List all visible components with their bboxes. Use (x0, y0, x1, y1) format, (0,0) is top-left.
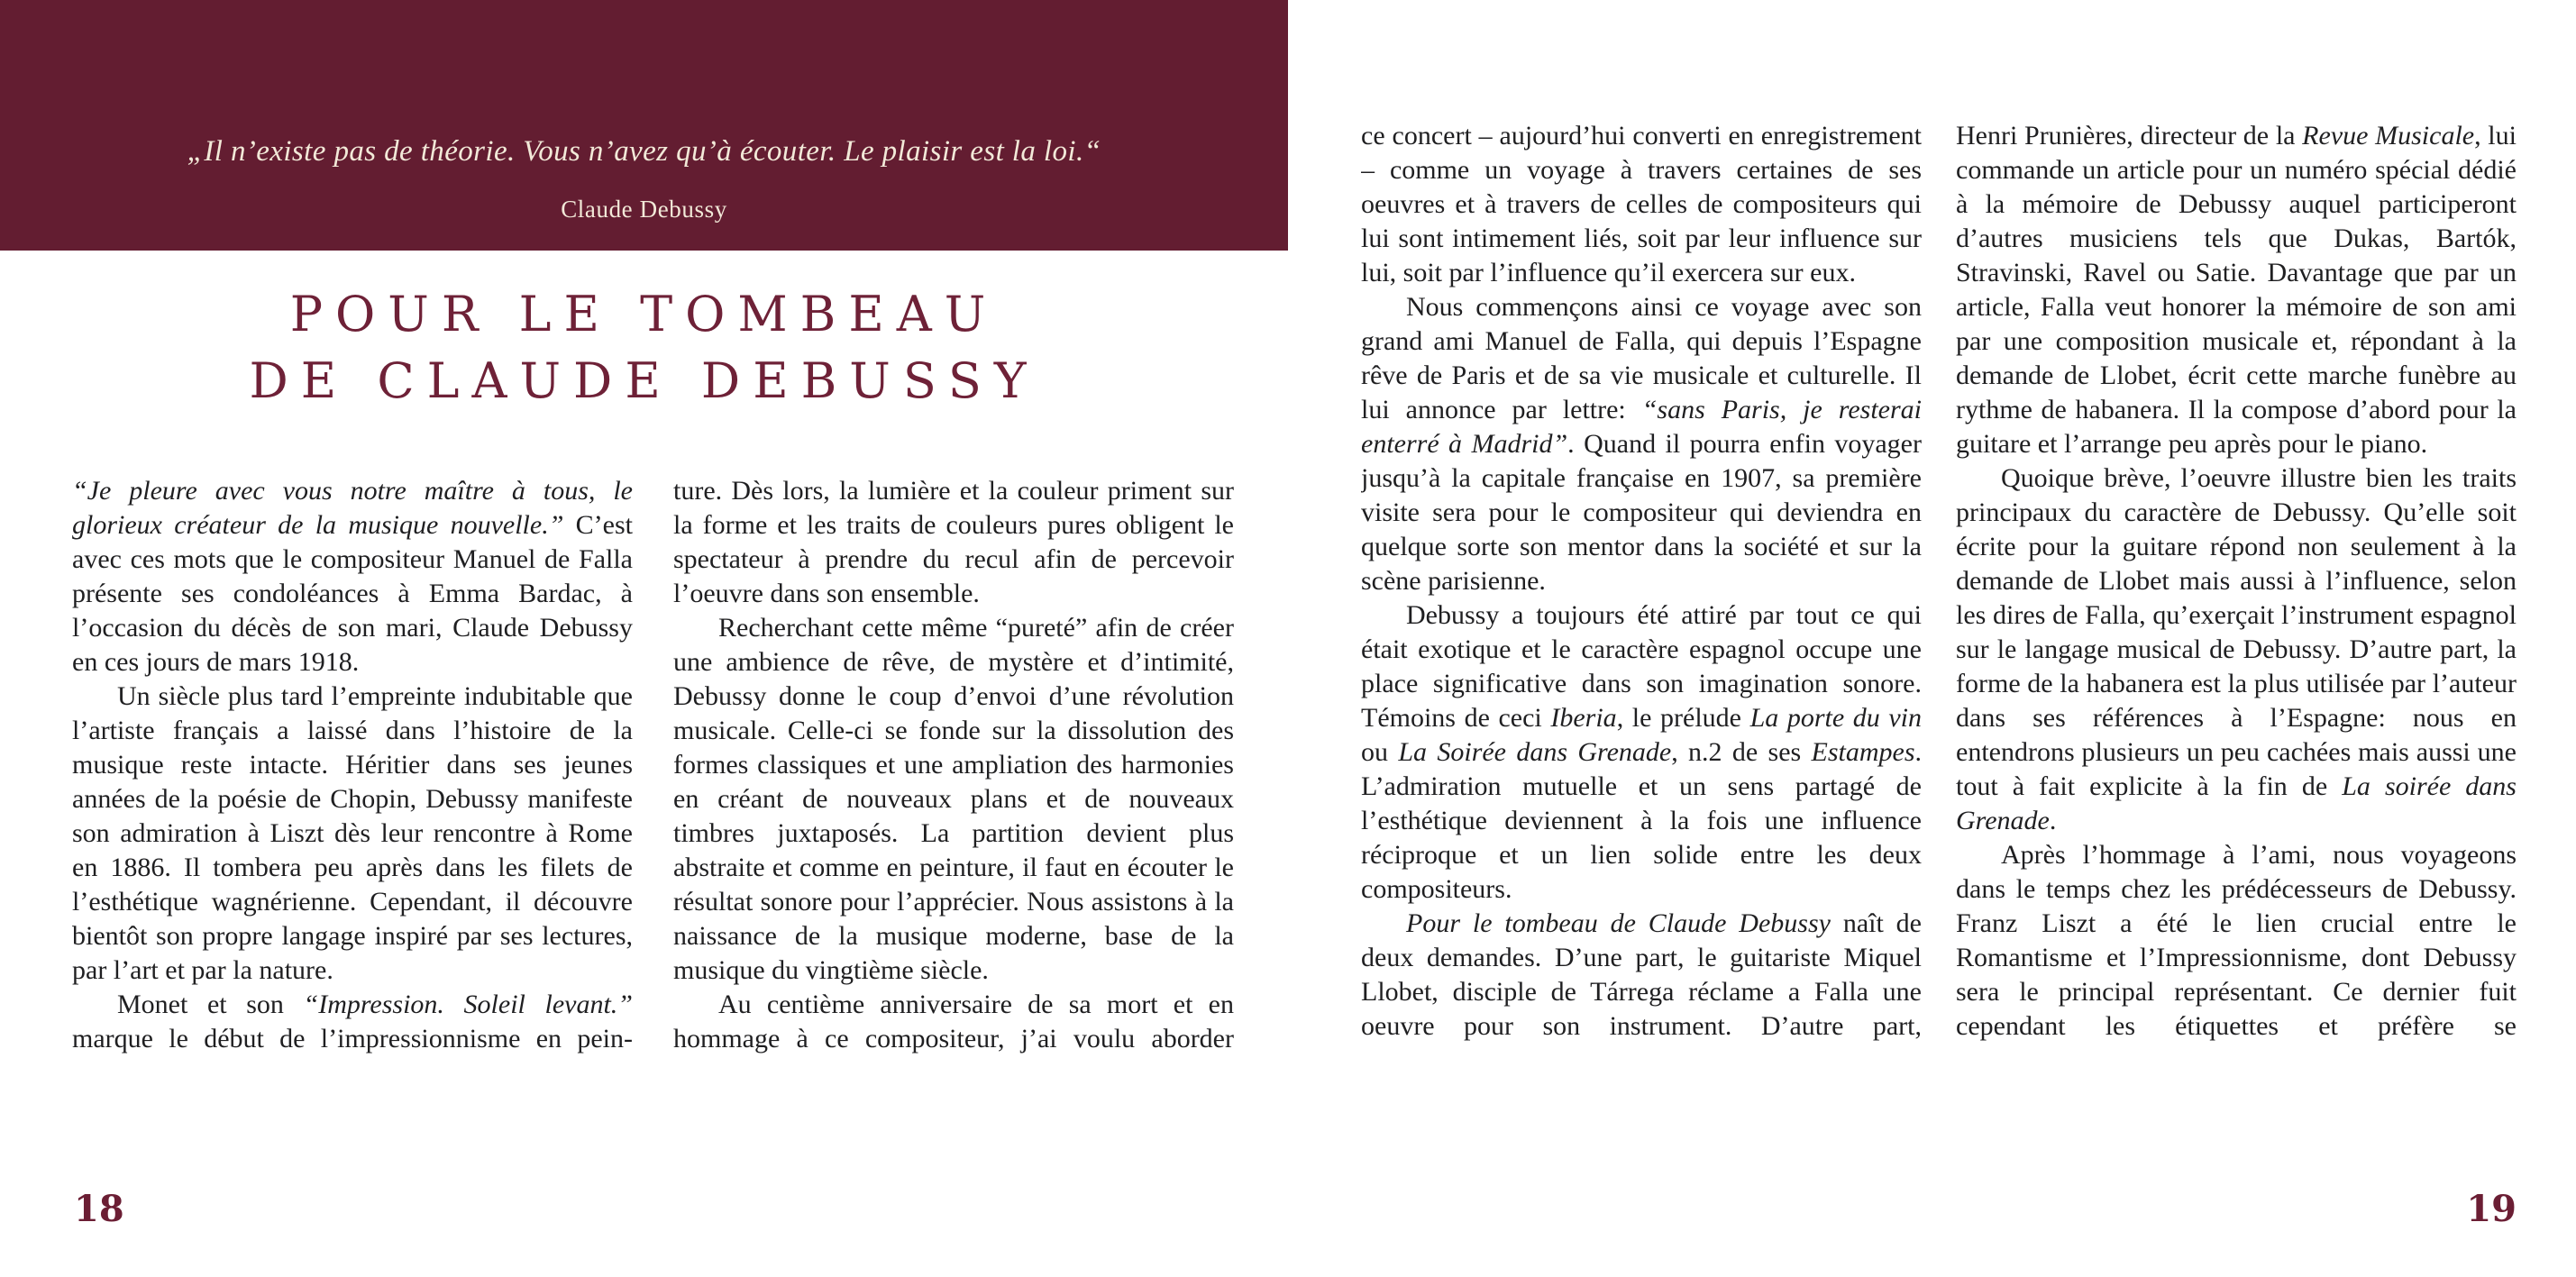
paragraph: Après l’hommage à l’ami, nous voyageons dans le temps chez les prédécesseurs de Debussy. Franz Liszt a été le lien crucial entre le Romantisme et l’Impressionnisme, dont Debussy sera le principal représentant. Ce dernier fuit cependant les étiquettes et préfère se (1956, 840, 2517, 1041)
page-number-right: 19 (2466, 1188, 2517, 1230)
paragraph: Au centième anniversaire de sa mort et en hommage à ce compositeur, j’ai voulu aborder (673, 990, 1234, 1054)
left-page-column-2 (673, 474, 1234, 1168)
paragraph: Monet et son “Impression. Soleil levant.” marque le début de l’impressionnisme en pein- (72, 990, 633, 1054)
left-page-column-1 (72, 474, 633, 1168)
page-number-left: 18 (74, 1188, 124, 1230)
article-title-line2: DE CLAUDE DEBUSSY (249, 352, 1039, 409)
paragraph: Henri Prunières, directeur de la Revue Musicale, lui commande un article pour un numéro spécial dédié à la mémoire de Debussy auquel participeront d’autres musiciens tels que Dukas, Bartók, Stravinski, Ravel ou Satie. Davantage que par un article, Falla veut honorer la mémoire de son ami par une composition musicale et, répondant à la demande de Llobet, écrit cette marche funèbre au rythme de habanera. Il la compose d’abord pour la guitare et l’arrange peu après pour le piano. (1956, 121, 2517, 459)
paragraph: ture. Dès lors, la lumière et la couleur priment sur la forme et les traits de couleurs pures obligent le spectateur à prendre du recul afin de percevoir l’oeuvre dans son ensemble. (673, 476, 1234, 608)
paragraph: Quoique brève, l’oeuvre illustre bien les traits principaux du caractère de Debussy. Qu’elle soit écrite pour la guitare répond non seulement à la demande de Llobet mais aussi à l’influence, selon les dires de Falla, qu’exerçait l’instrument espagnol sur le langage musical de Debussy. D’autre part, la forme de la habanera est la plus utilisée par l’auteur dans ses références à l’Espagne: nous en entendrons plusieurs un peu cachées mais aussi une tout à fait explicite à la fin de La soirée dans Grenade. (1956, 463, 2517, 835)
article-title (0, 281, 1288, 415)
paragraph: Recherchant cette même “pureté” afin de créer une ambience de rêve, de mystère et d’intimité, Debussy donne le coup d’envoi d’une révolution musicale. Celle-ci se fonde sur la dissolution des formes classiques et une ampliation des harmonies en créant de nouveaux plans et de nouveaux timbres juxtaposés. La partition devient plus abstraite et comme en peinture, il faut en écouter le résultat sonore pour l’apprécier. Nous assistons à la naissance de la musique moderne, base de la musique du vingtième siècle. (673, 613, 1234, 985)
paragraph: Nous commençons ainsi ce voyage avec son grand ami Manuel de Falla, qui depuis l’Espagne rêve de Paris et de sa vie musicale et culturelle. Il lui annonce par lettre: “sans Paris, je resterai enterré à Madrid”. Quand il pourra enfin voyager jusqu’à la capitale française en 1907, sa première visite sera pour le compositeur qui deviendra en quelque sorte son mentor dans la société et sur la scène parisienne. (1361, 292, 1922, 596)
quote-banner (0, 0, 1288, 251)
paragraph: Pour le tombeau de Claude Debussy naît de deux demandes. D’une part, le guitariste Miquel Llobet, disciple de Tárrega réclame a Falla une oeuvre pour son instrument. D’autre part, (1361, 908, 1922, 1041)
right-page-column-2 (1956, 119, 2517, 1168)
paragraph: “Je pleure avec vous notre maître à tous, le glorieux créateur de la musique nouvelle.” C’est avec ces mots que le compositeur Manuel de Falla présente ses condoléances à Emma Bardac, à l’occasion du décès de son mari, Claude Debussy en ces jours de mars 1918. (72, 476, 633, 677)
paragraph: ce concert – aujourd’hui converti en enregistrement – comme un voyage à travers certaines de ses oeuvres et à travers de celles de compositeurs qui lui sont intimement liés, soit par leur influence sur lui, soit par l’influence qu’il exercera sur eux. (1361, 121, 1922, 287)
article-title-line1: POUR LE TOMBEAU (289, 286, 999, 342)
paragraph: Un siècle plus tard l’empreinte indubitable que l’artiste français a laissé dans l’histoire de la musique reste intacte. Héritier dans ses jeunes années de la poésie de Chopin, Debussy manifeste son admiration à Liszt dès leur rencontre à Rome en 1886. Il tombera peu après dans les filets de l’esthétique wagnérienne. Cependant, il découvre bientôt son propre langage inspiré par ses lectures, par l’art et par la nature. (72, 681, 633, 985)
banner-quote-attribution: Claude Debussy (561, 196, 727, 223)
banner-quote: „Il n’existe pas de théorie. Vous n’avez qu’à écouter. Le plaisir est la loi.“ (187, 135, 1101, 168)
paragraph: Debussy a toujours été attiré par tout ce qui était exotique et le caractère espagnol occupe une place significative dans son imagination sonore. Témoins de ceci Iberia, le prélude La porte du vin ou La Soirée dans Grenade, n.2 de ses Estampes. L’admiration mutuelle et un sens partagé de l’esthétique deviennent à la fois une influence réciproque et un lien solide entre les deux compositeurs. (1361, 600, 1922, 904)
right-page-column-1 (1361, 119, 1922, 1168)
